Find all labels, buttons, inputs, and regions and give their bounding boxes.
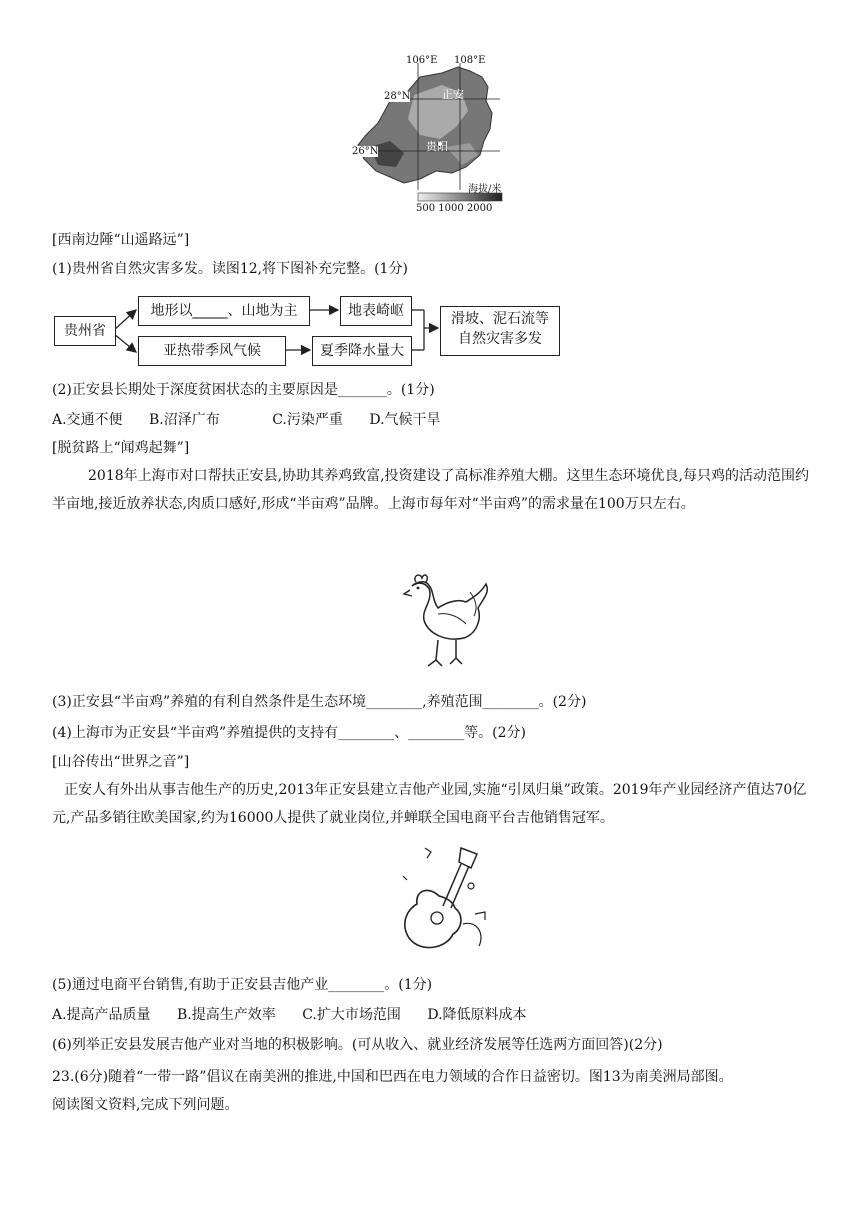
q2-option-c: C.污染严重 [272, 412, 343, 428]
section-2-paragraph: 2018年上海市对口帮扶正安县,协助其养鸡致富,投资建设了高标准养殖大棚。这里生态环境优良,每只鸡的活动范围约半亩地,接近放养状态,肉质口感好,形成“半亩鸡”品牌。上海市每年对“半亩鸡”的需求量在100万只左右。 [52, 468, 809, 512]
flow-climate: 亚热带季风气候 [138, 336, 286, 366]
q5-option-d: D.降低原料成本 [427, 1007, 527, 1023]
flow-root: 贵州省 [54, 316, 116, 346]
section-3-paragraph: 正安人有外出从事吉他生产的历史,2013年正安县建立吉他产业园,实施“引凤归巢”政策。2019年产业园经济产值达70亿元,产品多销往欧美国家,约为16000人提供了就业岗位,并蝉联全国电商平台吉他销售冠军。 [52, 782, 807, 826]
chicken-illustration [398, 568, 498, 678]
flowchart [52, 288, 572, 373]
flow-result [440, 306, 560, 356]
map-place-zhengan: 正安 [442, 88, 464, 101]
question-1: (1)贵州省自然灾害多发。读图12,将下图补充完整。(1分) [52, 261, 408, 277]
guitar-illustration [385, 842, 505, 962]
map-lat-26: 26°N [352, 146, 379, 157]
q5-option-c: C.扩大市场范围 [302, 1007, 401, 1023]
map-place-guiyang: 贵阳 [426, 140, 448, 153]
map-lon-106: 106°E [406, 55, 438, 66]
question-2: (2)正安县长期处于深度贫困状态的主要原因是_______。(1分) [52, 382, 435, 398]
guizhou-map [350, 55, 505, 215]
flow-terrain: 地形以_____、山地为主 [138, 296, 310, 326]
q2-option-a: A.交通不便 [52, 412, 123, 428]
map-lon-108: 108°E [454, 55, 486, 66]
question-23-line-2: 阅读图文资料,完成下列问题。 [52, 1097, 239, 1113]
question-2-options [52, 410, 463, 430]
flow-summer-rain: 夏季降水量大 [312, 336, 412, 366]
question-4: (4)上海市为正安县“半亩鸡”养殖提供的支持有________、________等。(2分) [52, 725, 526, 741]
question-23-line-1: 23.(6分)随着“一带一路”倡议在南美洲的推进,中国和巴西在电力领域的合作日益密切。图13为南美洲局部图。 [52, 1069, 733, 1085]
question-6: (6)列举正安县发展吉他产业对当地的积极影响。(可从收入、就业经济发展等任选两方面回答)(2分) [52, 1037, 663, 1053]
q5-option-b: B.提高生产效率 [177, 1007, 276, 1023]
flow-rugged-surface: 地表崎岖 [340, 296, 412, 326]
flow-result-line-1: 滑坡、泥石流等 [451, 311, 549, 327]
question-5-options [52, 1005, 549, 1025]
q2-option-d: D.气候干旱 [369, 412, 441, 428]
q2-option-b: B.沼泽广布 [149, 412, 220, 428]
section-title-3: [山谷传出“世界之音”] [52, 754, 190, 770]
map-lat-28: 28°N [384, 91, 411, 102]
map-legend-ticks: 500 1000 2000 [416, 203, 493, 214]
q5-option-a: A.提高产品质量 [52, 1007, 151, 1023]
section-title-2: [脱贫路上“闻鸡起舞”] [52, 440, 190, 456]
section-title-1: [西南边陲“山遥路远”] [52, 232, 190, 248]
question-5: (5)通过电商平台销售,有助于正安县吉他产业________。(1分) [52, 977, 433, 993]
map-legend-title: 海拔/米 [468, 184, 502, 195]
flow-result-line-2: 自然灾害多发 [458, 331, 542, 347]
question-3: (3)正安县“半亩鸡”养殖的有利自然条件是生态环境________,养殖范围________。(2分) [52, 694, 587, 710]
